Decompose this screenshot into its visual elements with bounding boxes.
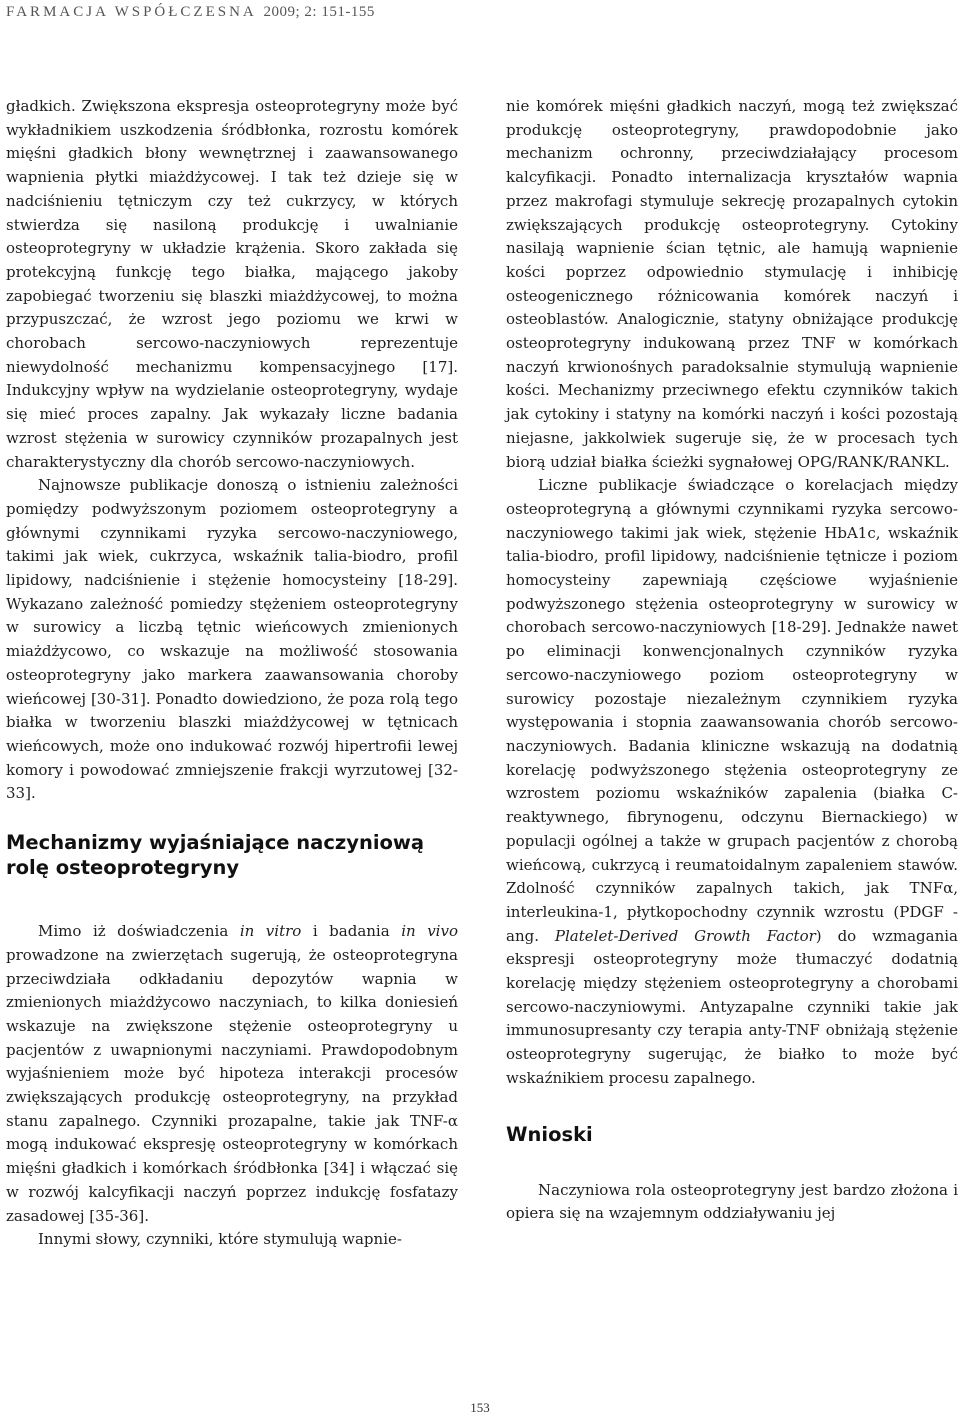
right-column <box>506 95 958 1226</box>
page-number: 153 <box>470 1400 490 1415</box>
paragraph: nie komórek mięśni gładkich naczyń, mogą też zwiększać produkcję osteoprotegryny, prawdopodobnie jako mechanizm ochronny, przeciwdziałający procesom kalcyfikacji. Ponadto internalizacja kryształów wapnia przez makrofagi stymuluje sekrecję prozapalnych cytokin zwiększających produkcję osteoprotegryny. Cytokiny nasilają wapnienie ścian tętnic, ale hamują wapnienie kości poprzez odpowiednio stymulację i inhibicję osteogenicznego różnicowania komórek naczyń i osteoblastów. Analogicznie, statyny obniżające produkcję osteoprotegryny indukowaną przez TNF w komórkach naczyń krwionośnych paradoksalnie stymulują wapnienie kości. Mechanizmy przeciwnego efektu czynników takich jak cytokiny i statyny na komórki naczyń i kości pozostają niejasne, jakkolwiek sugeruje się, że w procesach tych biorą udział białka ścieżki sygnałowej OPG/RANK/RANKL. <box>506 97 958 471</box>
paragraph <box>506 474 958 1090</box>
running-header <box>6 4 375 21</box>
paragraph: Naczyniowa rola osteoprotegryny jest bardzo złożona i opiera się na wzajemnym oddziaływaniu jej <box>506 1180 958 1223</box>
journal-name: FARMACJA WSPÓŁCZESNA <box>6 4 257 20</box>
issue-info: 2009; 2: 151-155 <box>263 4 375 20</box>
section-heading: Mechanizmy wyjaśniające naczyniową rolę osteoprotegryny <box>6 831 425 880</box>
section-heading: Wnioski <box>506 1122 593 1146</box>
text-run: prowadzone na zwierzętach sugerują, że osteoprotegryna przeciwdziała odkładaniu depozytów wapnia w zmienionych miażdżycowo naczyniach, to kilka doniesień wskazuje na zwiększone stężenie osteoprotegryny u pacjentów z uwapnionymi naczyniami. Prawdopodobnym wyjaśnieniem może być hipoteza interakcji procesów zwiększających produkcję osteoprotegryny, na przykład stanu zapalnego. Czynniki prozapalne, takie jak TNF-α mogą indukować ekspresję osteoprotegryny w komórkach mięśni gładkich i komórkach śródbłonka [34] i włączać się w rozwój kalcyfikacji naczyń poprzez indukcję fosfatazy zasadowej [35-36]. <box>6 945 458 1225</box>
paragraph: Najnowsze publikacje donoszą o istnieniu zależności pomiędzy podwyższonym poziomem osteoprotegryny a głównymi czynnikami ryzyka sercowo-naczyniowego, takimi jak wiek, cukrzyca, wskaźnik talia-biodro, profil lipidowy, nadciśnienie i stężenie homocysteiny [18-29]. Wykazano zależność pomiedzy stężeniem osteoprotegryny w surowicy a liczbą tętnic wieńcowych zmienionych miażdżycowo, co wskazuje na możliwość stosowania osteoprotegryny jako markera zaawansowania choroby wieńcowej [30-31]. Ponadto dowiedziono, że poza rolą tego białka w tworzeniu blaszki miażdżycowej w tętnicach wieńcowych, może ono indukować rozwój hipertrofii lewej komory i powodować zmniejszenie frakcji wyrzutowej [32-33]. <box>6 476 458 803</box>
italic-term: in vivo <box>401 922 458 941</box>
text-run: Mimo iż doświadczenia <box>38 922 240 941</box>
italic-term: Platelet-Derived Growth Factor <box>554 926 816 945</box>
paragraph: gładkich. Zwiększona ekspresja osteoprotegryny może być wykładnikiem uszkodzenia śródbłonka, rozrostu komórek mięśni gładkich błony wewnętrznej i zaawansowanego wapnienia płytki miażdżycowej. I tak też dzieje się w nadciśnieniu tętniczym czy też cukrzycy, w których stwierdza się nasiloną produkcję i uwalnianie osteoprotegryny w układzie krążenia. Skoro zakłada się protekcyjną funkcję tego białka, mającego jakoby zapobiegać tworzeniu się blaszki miażdżycowej, to można przypuszczać, że wzrost jego poziomu we krwi w chorobach sercowo-naczyniowych reprezentuje niewydolność mechanizmu kompensacyjnego [17]. Indukcyjny wpływ na wydzielanie osteoprotegryny, wydaje się mieć proces zapalny. Jak wykazały liczne badania wzrost stężenia w surowicy czynników prozapalnych jest charakterystyczny dla chorób sercowo-naczyniowych. <box>6 97 458 471</box>
text-run: i badania <box>301 922 402 941</box>
left-column <box>6 95 458 1252</box>
paragraph: Innymi słowy, czynniki, które stymulują wapnie- <box>38 1230 402 1249</box>
text-run: ) do wzmagania ekspresji osteoprotegryny może tłumaczyć dodatnią korelację między stężeniem osteoprotegryny a chorobami sercowo-naczyniowymi. Antyzapalne czynniki takie jak immunosupresanty czy terapia anty-TNF obniżają stężenie osteoprotegryny sugerując, że białko to może być wskaźnikiem procesu zapalnego. <box>506 926 958 1087</box>
italic-term: in vitro <box>239 922 302 941</box>
text-run: Liczne publikacje świadczące o korelacjach między osteoprotegryną a głównymi czynnikami ryzyka sercowo-naczyniowego takimi jak wiek, stężenie HbA1c, wskaźnik talia-biodro, profil lipidowy, nadciśnienie tętnicze i poziom homocysteiny zapewniają częściowe wyjaśnienie podwyższonego stężenia osteoprotegryny w surowicy w chorobach sercowo-naczyniowych [18-29]. Jednakże nawet po eliminacji konwencjonalnych czynników ryzyka sercowo-naczyniowego poziom osteoprotegryny w surowicy pozostaje niezależnym czynnikiem ryzyka występowania i stopnia zaawansowania chorób sercowo-naczyniowych. Badania kliniczne wskazują na dodatnią korelację podwyższonego stężenia osteoprotegryny ze wzrostem poziomu wskaźników zapalenia (białka C-reaktywnego, fibrynogenu, odczynu Biernackiego) w populacji ogólnej a także w grupach pacjentów z chorobą wieńcową, cukrzycą i reumatoidalnym zapaleniem stawów. Zdolność czynników zapalnych takich, jak TNFα, interleukina-1, płytkopochodny czynnik wzrostu (PDGF - ang. <box>506 476 958 945</box>
paragraph <box>6 920 458 1228</box>
